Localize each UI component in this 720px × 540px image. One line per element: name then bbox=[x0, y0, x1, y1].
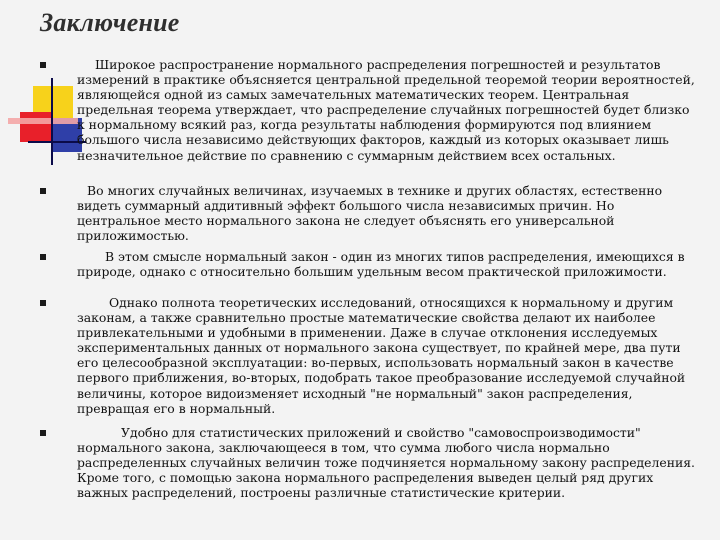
paragraph-text: Удобно для статистических приложений и свойство "самовоспроизводимости" нормального закона, заключающееся в том, что сумма любого числа нормально распределенных случайных величин тоже подчиняется нормальному закону распределения. Кроме того, с помощью закона нормального распределения выведен целый ряд других важных распределений, построены различные статистические критерии. bbox=[77, 425, 695, 501]
bullet-item bbox=[40, 57, 700, 163]
paragraph-text: В этом смысле нормальный закон - один из многих типов распределения, имеющихся в природе, однако с относительно большим удельным весом практической приложимости. bbox=[77, 249, 685, 280]
slide-title: Заключение bbox=[40, 8, 180, 37]
bullet-item bbox=[40, 295, 700, 416]
paragraph-text: Во многих случайных величинах, изучаемых в технике и других областях, естественно видеть суммарный аддитивный эффект большого числа независимых причин. Но центральное место нормального закона не следует объяснять его универсальной приложимостью. bbox=[77, 183, 663, 244]
bullet-item bbox=[40, 183, 700, 243]
bullet-square-icon bbox=[40, 62, 46, 68]
bullet-square-icon bbox=[40, 430, 46, 436]
bullet-item bbox=[40, 425, 700, 500]
paragraph-text: Широкое распространение нормального распределения погрешностей и результатов измерений в практике объясняется центральной предельной теоремой теории вероятностей, являющейся одной из самых замечательных математических теорем. Центральная предельная теорема утверждает, что распределение случайных погрешностей будет близко к нормальному всякий раз, когда результаты наблюдения формируются под влиянием большого числа независимо действующих факторов, каждый из которых оказывает лишь незначительное действие по сравнению с суммарным действием всех остальных. bbox=[77, 57, 695, 163]
paragraph-text: Однако полнота теоретических исследований, относящихся к нормальному и другим законам, а также сравнительно простые математические свойства делают их наиболее привлекательными и удобными в применении. Даже в случае отклонения исследуемых экспериментальных данных от нормального закона существует, по крайней мере, два пути его целесообразной эксплуатации: во-первых, использовать нормальный закон в качестве первого приближения, во-вторых, подобрать такое преобразование исследуемой случайной величины, которое видоизменяет исходный "не нормальный" закон распределения, превращая его в нормальный. bbox=[77, 295, 686, 416]
bullet-square-icon bbox=[40, 254, 46, 260]
bullet-square-icon bbox=[40, 300, 46, 306]
bullet-item bbox=[40, 249, 700, 279]
bullet-square-icon bbox=[40, 188, 46, 194]
